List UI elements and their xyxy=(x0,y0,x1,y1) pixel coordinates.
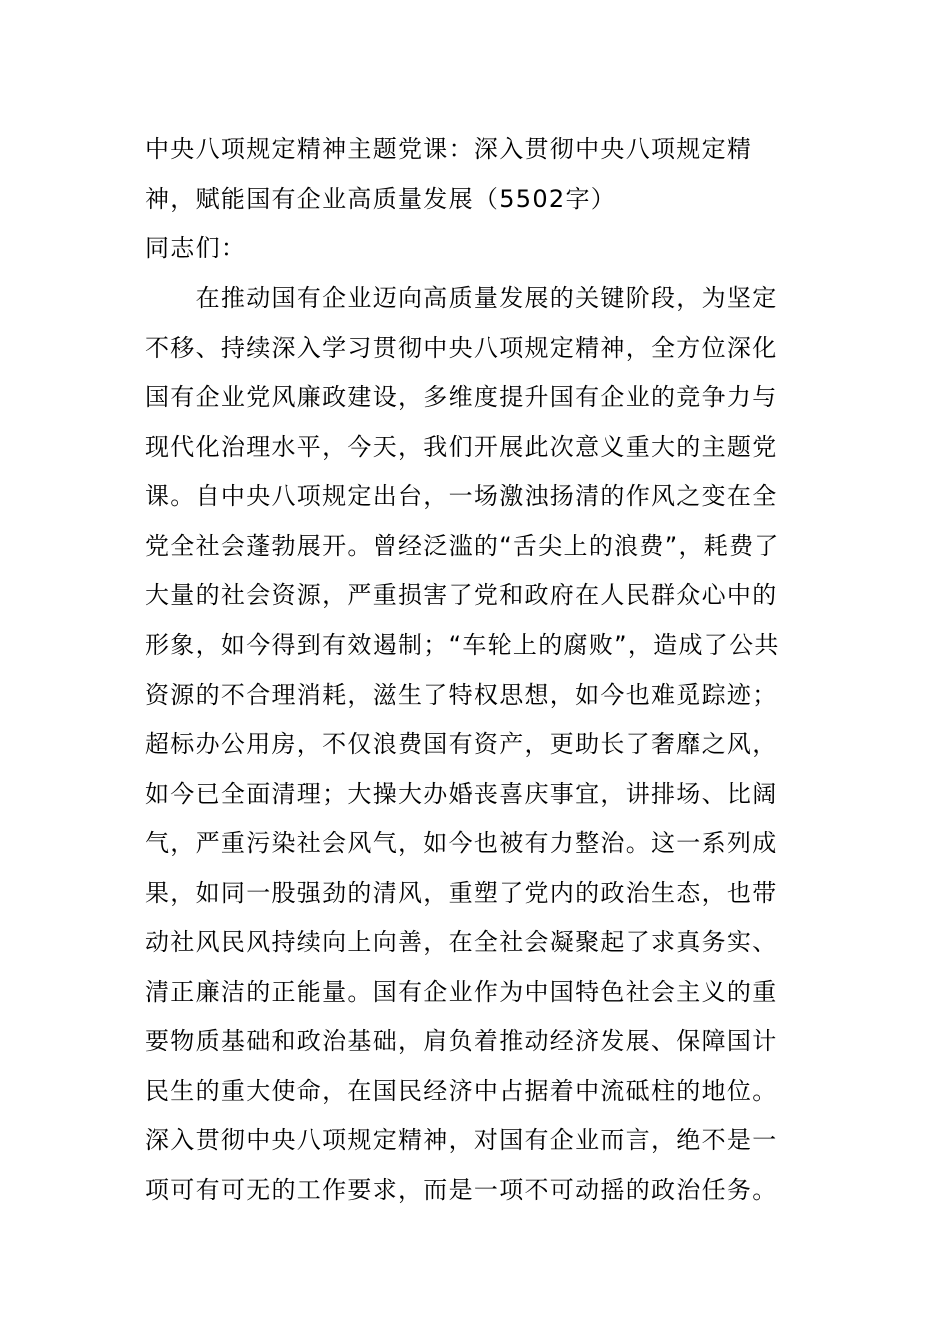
paragraph-line: 如今已全面清理；大操大办婚丧喜庆事宜，讲排场、比阔 xyxy=(145,780,778,808)
paragraph-line: 气，严重污染社会风气，如今也被有力整治。这一系列成 xyxy=(145,829,778,857)
paragraph-line: 现代化治理水平，今天，我们开展此次意义重大的主题党 xyxy=(145,433,778,461)
paragraph-line: 超标办公用房，不仅浪费国有资产，更助长了奢靡之风， xyxy=(145,730,778,758)
paragraph-line: 果，如同一股强劲的清风，重塑了党内的政治生态，也带 xyxy=(145,879,778,907)
paragraph-line: 在推动国有企业迈向高质量发展的关键阶段，为坚定 xyxy=(145,284,778,312)
paragraph-line: 形象，如今得到有效遏制；“车轮上的腐败”，造成了公共 xyxy=(145,631,780,659)
paragraph-line: 民生的重大使命，在国民经济中占据着中流砥柱的地位。 xyxy=(145,1077,778,1105)
salutation: 同志们： xyxy=(145,234,247,262)
paragraph-line: 国有企业党风廉政建设，多维度提升国有企业的竞争力与 xyxy=(145,383,778,411)
paragraph-line: 党全社会蓬勃展开。曾经泛滥的“舌尖上的浪费”，耗费了 xyxy=(145,532,780,560)
paragraph-line: 项可有可无的工作要求，而是一项不可动摇的政治任务。 xyxy=(145,1176,778,1204)
document-title-line-1: 中央八项规定精神主题党课：深入贯彻中央八项规定精 xyxy=(145,135,753,163)
paragraph-line: 课。自中央八项规定出台，一场激浊扬清的作风之变在全 xyxy=(145,482,778,510)
paragraph-line: 大量的社会资源，严重损害了党和政府在人民群众心中的 xyxy=(145,581,778,609)
paragraph-line: 动社风民风持续向上向善，在全社会凝聚起了求真务实、 xyxy=(145,928,778,956)
paragraph-line: 要物质基础和政治基础，肩负着推动经济发展、保障国计 xyxy=(145,1027,778,1055)
paragraph-line: 不移、持续深入学习贯彻中央八项规定精神，全方位深化 xyxy=(145,334,778,362)
paragraph-line: 清正廉洁的正能量。国有企业作为中国特色社会主义的重 xyxy=(145,978,778,1006)
document-title-line-2: 神，赋能国有企业高质量发展（5502字） xyxy=(145,185,617,213)
paragraph-line: 资源的不合理消耗，滋生了特权思想，如今也难觅踪迹； xyxy=(145,681,778,709)
paragraph-line: 深入贯彻中央八项规定精神，对国有企业而言，绝不是一 xyxy=(145,1126,778,1154)
